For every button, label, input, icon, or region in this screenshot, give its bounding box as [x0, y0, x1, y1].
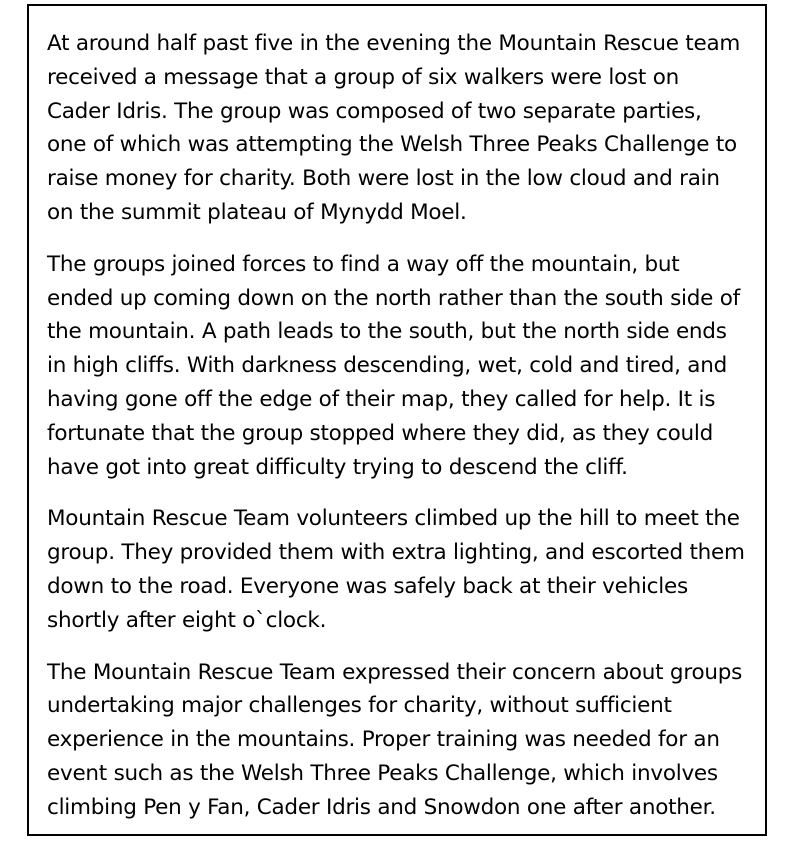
paragraph-3: Mountain Rescue Team volunteers climbed up the hill to meet the group. They provided them with extra lighting, and escorted them down to the road. Everyone was safely back at their vehicles shortly after eight o`clock. [47, 506, 745, 633]
paragraph-1: At around half past five in the evening the Mountain Rescue team received a message that a group of six walkers were lost on Cader Idris. The group was composed of two separate parties, one of which was attempting the Welsh Three Peaks Challenge to raise money for charity. Both were lost in the low cloud and rain on the summit plateau of Mynydd Moel. [47, 31, 741, 225]
text-box [27, 4, 767, 836]
paragraph-2: The groups joined forces to find a way off the mountain, but ended up coming down on the north rather than the south side of the mountain. A path leads to the south, but the north side ends in high cliffs. With darkness descending, wet, cold and tired, and having gone off the edge of their map, they called for help. It is fortunate that the group stopped where they did, as they could have got into great difficulty trying to descend the cliff. [47, 251, 740, 480]
paragraph-4: The Mountain Rescue Team expressed their concern about groups undertaking major challenges for charity, without sufficient experience in the mountains. Proper training was needed for an event such as the Welsh Three Peaks Challenge, which involves climbing Pen y Fan, Cader Idris and Snowdon one after another. [47, 659, 743, 820]
